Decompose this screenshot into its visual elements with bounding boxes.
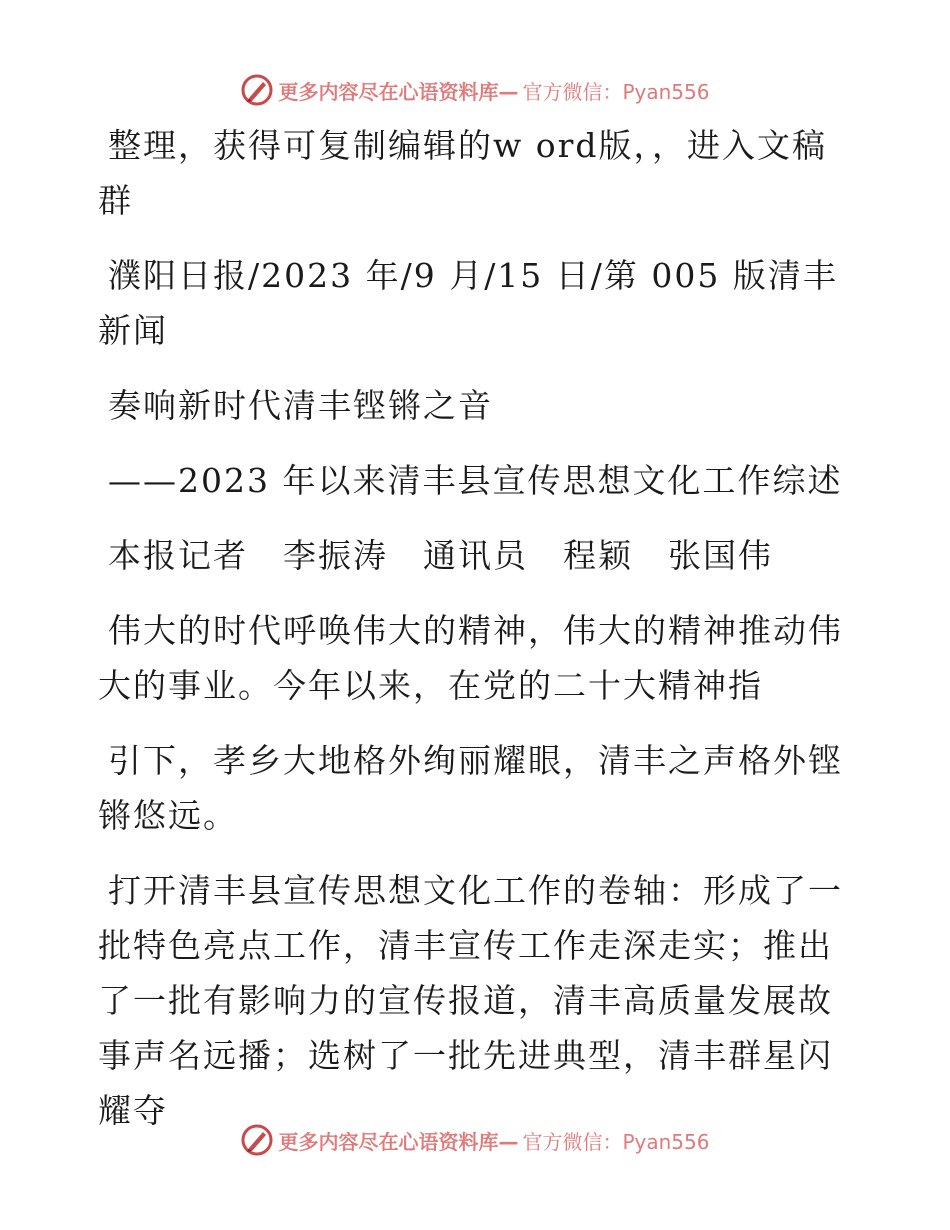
article-subtitle: ——2023 年以来清丰县宣传思想文化工作综述 — [108, 461, 843, 500]
pen-logo-icon — [240, 73, 274, 107]
article-title: 奏响新时代清丰铿锵之音 — [108, 386, 493, 425]
banner-main-text: 更多内容尽在心语资料库— — [278, 79, 519, 104]
article-byline: 本报记者 李振涛 通讯员 程颖 张国伟 — [108, 536, 773, 575]
banner-sub-text: 官方微信：Pyan556 — [522, 79, 710, 104]
banner-main-text: 更多内容尽在心语资料库— — [278, 1129, 519, 1154]
paragraph-source: 濮阳日报/2023 年/9 月/15 日/第 005 版清丰新闻 — [98, 256, 838, 350]
footer-banner — [0, 1120, 950, 1160]
paragraph-intro: 整理，获得可复制编辑的w ord版，，进入文稿群 — [98, 126, 828, 220]
paragraph-body-2: 引下，孝乡大地格外绚丽耀眼，清丰之声格外铿锵悠远。 — [98, 741, 843, 835]
paragraph-body-1: 伟大的时代呼唤伟大的精神，伟大的精神推动伟大的事业。今年以来，在党的二十大精神指 — [98, 611, 843, 705]
paragraph-body-3: 打开清丰县宣传思想文化工作的卷轴：形成了一批特色亮点工作，清丰宣传工作走深走实；推出了一批有影响力的宣传报道，清丰高质量发展故事声名远播；选树了一批先进典型，清丰群星闪耀夺 — [98, 871, 843, 1130]
header-banner — [0, 70, 950, 110]
document-body — [98, 118, 858, 1158]
banner-sub-text: 官方微信：Pyan556 — [522, 1129, 710, 1154]
pen-logo-icon — [240, 1123, 274, 1157]
